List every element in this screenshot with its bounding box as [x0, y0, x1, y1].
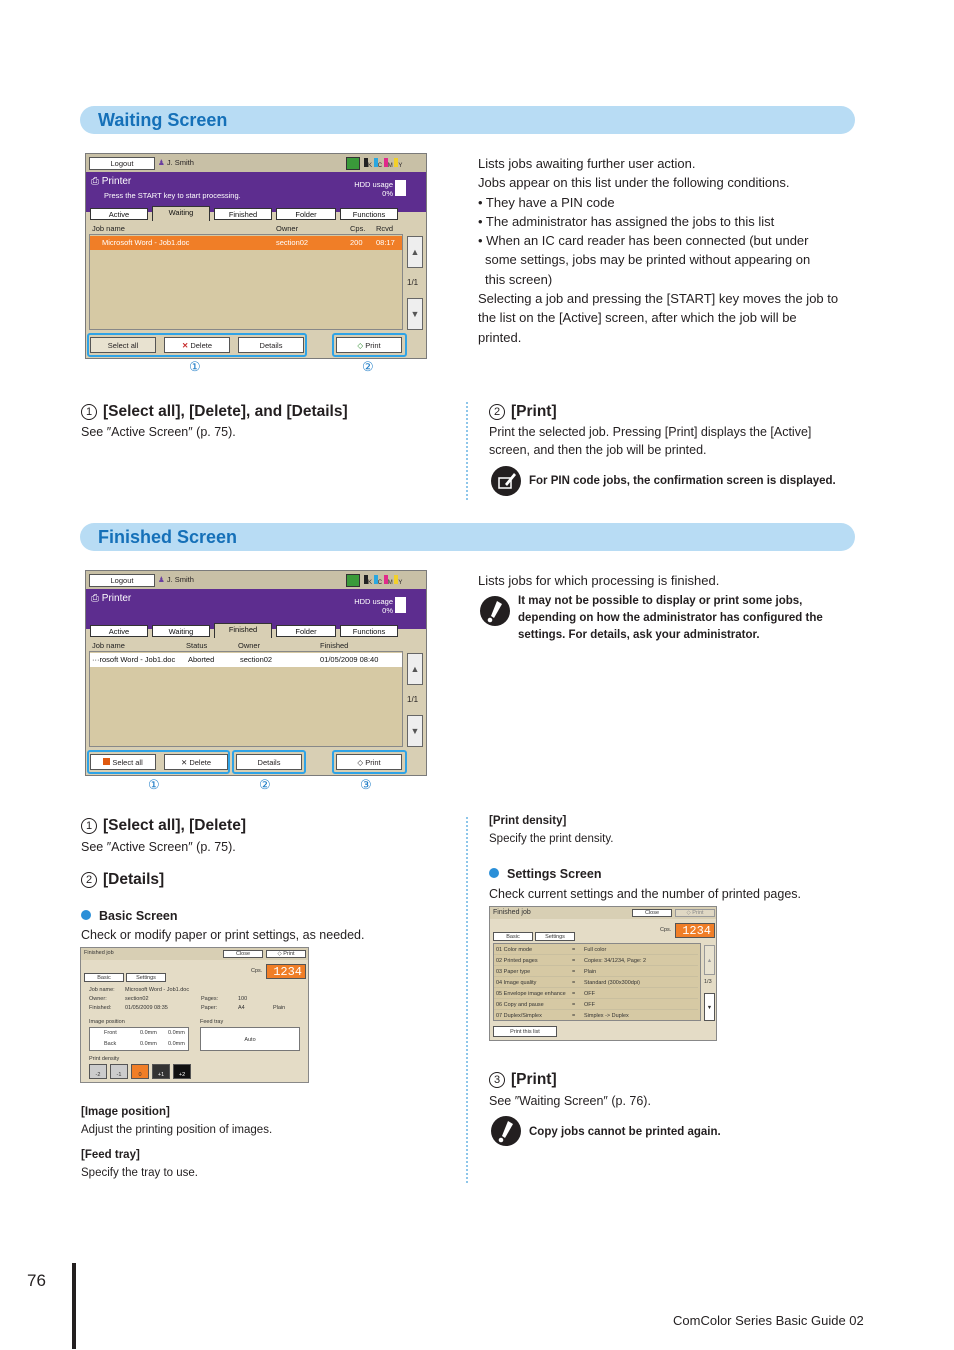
waiting-item2-heading: 2 [Print] — [489, 403, 557, 421]
image-position-text: Adjust the printing position of images. — [81, 1124, 273, 1136]
column-divider — [466, 817, 468, 1183]
scroll-down-button[interactable]: ▼ — [407, 715, 423, 747]
cps-label: Cps. — [251, 968, 263, 974]
waiting-item2-note: For PIN code jobs, the confirmation screen is displayed. — [529, 475, 836, 487]
finished-item3-note: Copy jobs cannot be printed again. — [529, 1126, 721, 1138]
column-divider — [466, 402, 468, 500]
list-item: 01 Color mode = Full color — [494, 945, 698, 955]
close-button[interactable]: Close — [223, 950, 263, 958]
finished-section-title: Finished Screen — [98, 527, 238, 547]
page-indicator: 1/3 — [704, 979, 712, 985]
printer-mode: ⎙ Printer — [91, 593, 132, 604]
owner-value: section02 — [125, 996, 149, 1002]
tab-functions[interactable]: Functions — [340, 625, 398, 637]
col-job-name: Job name — [92, 641, 125, 650]
bullet-icon — [81, 910, 91, 920]
finished-item3-heading: 3 [Print] — [489, 1071, 557, 1089]
cps-label: Cps. — [660, 927, 672, 933]
tab-settings[interactable]: Settings — [535, 932, 575, 941]
details-button[interactable]: Details — [236, 754, 302, 770]
page-indicator: 1/1 — [407, 695, 419, 704]
tab-waiting[interactable]: Waiting — [152, 206, 210, 221]
finished-note: It may not be possible to display or print some jobs, depending on how the administrator has configured the settings. For details, ask your administrator. — [518, 595, 823, 641]
callout-highlight-2 — [332, 333, 407, 357]
refresh-icon[interactable] — [346, 574, 360, 587]
finished-section-header — [80, 523, 855, 551]
tab-folder[interactable]: Folder — [276, 208, 336, 220]
waiting-item2-text: Print the selected job. Pressing [Print] displays the [Active] screen, and then the job will be printed. — [489, 425, 812, 457]
scroll-up-button[interactable]: ▲ — [407, 653, 423, 685]
job-label: Job name: — [89, 987, 115, 993]
callout-highlight-3 — [332, 750, 407, 774]
scroll-down-button[interactable]: ▼ — [704, 993, 715, 1021]
pages-label: Pages: — [201, 996, 219, 1002]
col-job-name: Job name — [92, 224, 125, 233]
density-plus2[interactable]: +2 — [173, 1064, 191, 1079]
settings-screen-mock — [489, 906, 717, 1041]
tab-active[interactable]: Active — [90, 625, 148, 637]
image-position-label: Image position — [89, 1019, 125, 1025]
callout-highlight-1 — [87, 750, 230, 774]
finished-item1-text: See ″Active Screen″ (p. 75). — [81, 840, 236, 854]
image-position-control[interactable]: Front 0.0mm 0.0mm Back 0.0mm 0.0mm — [89, 1027, 189, 1051]
hdd-usage: HDD usage 0% — [354, 597, 393, 615]
table-row[interactable]: Microsoft Word - Job1.doc section02 200 08:17 — [90, 236, 402, 250]
settings-screen-text: Check current settings and the number of printed pages. — [489, 887, 801, 901]
delete-button[interactable]: ✕ Delete — [164, 337, 230, 353]
callout-3: ③ — [360, 777, 372, 792]
col-finished: Finished — [320, 641, 349, 650]
page-indicator: 1/1 — [407, 278, 419, 287]
select-all-button[interactable]: Select all — [90, 754, 156, 770]
col-received: Rcvd — [376, 224, 394, 233]
callout-highlight-2 — [232, 750, 306, 774]
tab-finished[interactable]: Finished — [214, 208, 272, 220]
settings-screen-heading: Settings Screen — [489, 867, 601, 881]
col-status: Status — [186, 641, 208, 650]
page-number: 76 — [27, 1271, 46, 1290]
print-list-button[interactable]: Print this list — [493, 1026, 557, 1037]
details-button[interactable]: Details — [238, 337, 304, 353]
table-row[interactable]: ···rosoft Word - Job1.doc Aborted section02 01/05/2009 08:40 — [90, 653, 402, 667]
waiting-screen-mock — [85, 153, 427, 359]
list-item: 07 Duplex/Simplex = Simplex -> Duplex — [496, 1013, 629, 1019]
list-item: 04 Image quality = Standard (300x300dpi) — [494, 978, 698, 988]
printer-mode: ⎙ Printer — [91, 176, 132, 187]
density-plus1[interactable]: +1 — [152, 1064, 170, 1079]
density-minus1[interactable]: -1 — [110, 1064, 128, 1079]
mock-header: Finished job — [493, 909, 531, 916]
paper-label: Paper: — [201, 1005, 218, 1011]
tab-basic[interactable]: Basic — [493, 932, 533, 941]
feed-tray-text: Specify the tray to use. — [81, 1167, 198, 1179]
finished-description: Lists jobs for which processing is finished. — [478, 573, 720, 588]
tab-waiting[interactable]: Waiting — [152, 625, 210, 637]
waiting-description: Lists jobs awaiting further user action. Jobs appear on this list under the following conditions. • They have a PIN code • The administrator has assigned the jobs to this list • When an IC card reader has been connected (but under some settings, jobs may be printed without appearing on this screen) Selecting a job and pressing the [START] key moves the job to the list on the [Active] screen, after which the job will be printed. — [478, 156, 839, 345]
user-name: ♟ J. Smith — [158, 575, 194, 584]
bullet-icon — [489, 868, 499, 878]
waiting-section-header — [80, 106, 855, 134]
feed-tray-select[interactable]: Auto — [200, 1027, 300, 1051]
feed-tray-heading: [Feed tray] — [81, 1149, 140, 1161]
print-density-text: Specify the print density. — [489, 833, 614, 845]
memo-icon — [491, 466, 521, 496]
scroll-up-button[interactable]: ▲ — [407, 236, 423, 268]
basic-screen-text: Check or modify paper or print settings, as needed. — [81, 928, 365, 942]
logout-button[interactable]: Logout — [89, 574, 155, 587]
hdd-gauge — [395, 597, 406, 613]
list-item: 06 Copy and pause = OFF — [494, 1000, 698, 1010]
print-button[interactable]: ◇ Print — [336, 337, 402, 353]
tab-settings[interactable]: Settings — [126, 973, 166, 982]
basic-screen-heading: Basic Screen — [81, 909, 178, 923]
list-item: 05 Envelope image enhance = OFF — [494, 989, 698, 999]
copy-counter: 1234 — [675, 923, 715, 938]
pages-value: 100 — [238, 996, 248, 1002]
printer-header — [86, 172, 426, 212]
feed-tray-label: Feed tray — [200, 1019, 224, 1025]
tab-finished[interactable]: Finished — [214, 623, 272, 638]
col-owner: Owner — [238, 641, 261, 650]
user-name: ♟ J. Smith — [158, 158, 194, 167]
tab-functions[interactable]: Functions — [340, 208, 398, 220]
mock-header: Finished job — [84, 950, 114, 956]
copy-counter: 1234 — [266, 964, 306, 979]
print-density-label: Print density — [89, 1056, 120, 1062]
list-item: 02 Printed pages = Copies: 34/1234, Page: 2 — [494, 956, 698, 966]
status-message: Press the START key to start processing. — [104, 191, 241, 200]
list-item: 03 Paper type = Plain — [494, 967, 698, 977]
tab-basic[interactable]: Basic — [84, 973, 124, 982]
waiting-section-title: Waiting Screen — [98, 110, 228, 130]
close-button[interactable]: Close — [632, 909, 672, 917]
tab-folder[interactable]: Folder — [276, 625, 336, 637]
basic-screen-mock — [80, 947, 309, 1083]
waiting-item1-text: See ″Active Screen″ (p. 75). — [81, 425, 236, 439]
owner-label: Owner: — [89, 996, 107, 1002]
finished-item3-text: See ″Waiting Screen″ (p. 76). — [489, 1094, 651, 1108]
tab-active[interactable]: Active — [90, 208, 148, 220]
finished-screen-mock — [85, 570, 427, 776]
waiting-item1-heading: 1 [Select all], [Delete], and [Details] — [81, 403, 348, 421]
refresh-icon[interactable] — [346, 157, 360, 170]
image-position-heading: [Image position] — [81, 1106, 170, 1118]
job-value: Microsoft Word - Job1.doc — [125, 987, 190, 993]
guide-title: ComColor Series Basic Guide 02 — [673, 1313, 864, 1328]
finished-value: 01/05/2009 08:35 — [125, 1005, 168, 1011]
density-minus2[interactable]: -2 — [89, 1064, 107, 1079]
ink-levels: K C M Y — [364, 575, 402, 586]
print-button[interactable]: ◇ Print — [675, 909, 715, 917]
density-zero[interactable]: 0 — [131, 1064, 149, 1079]
col-copies: Cps. — [350, 224, 366, 233]
col-owner: Owner — [276, 224, 299, 233]
callout-1: ① — [148, 777, 160, 792]
print-density-heading: [Print density] — [489, 815, 567, 827]
caution-icon — [480, 596, 510, 626]
callout-1: ① — [189, 359, 201, 374]
callout-2: ② — [362, 359, 374, 374]
finished-item2-heading: 2 [Details] — [81, 871, 164, 889]
hdd-gauge — [395, 180, 406, 196]
scroll-down-button[interactable]: ▼ — [407, 298, 423, 330]
caution-icon — [491, 1116, 521, 1146]
footer-rule — [72, 1263, 76, 1349]
ink-levels: K C M Y — [364, 158, 402, 169]
select-all-button[interactable]: Select all — [90, 337, 156, 353]
hdd-usage: HDD usage 0% — [354, 180, 393, 198]
callout-2: ② — [259, 777, 271, 792]
callout-highlight-1 — [87, 333, 307, 357]
finished-label: Finished: — [89, 1005, 112, 1011]
delete-button[interactable]: ✕ Delete — [164, 754, 228, 770]
logout-button[interactable]: Logout — [89, 157, 155, 170]
paper-type: Plain — [273, 1005, 286, 1011]
print-button[interactable]: ◇ Print — [336, 754, 402, 770]
paper-value: A4 — [238, 1005, 245, 1011]
print-button[interactable]: ◇ Print — [266, 950, 306, 958]
finished-item1-heading: 1 [Select all], [Delete] — [81, 817, 246, 835]
scroll-up-button[interactable]: ▲ — [704, 945, 715, 975]
